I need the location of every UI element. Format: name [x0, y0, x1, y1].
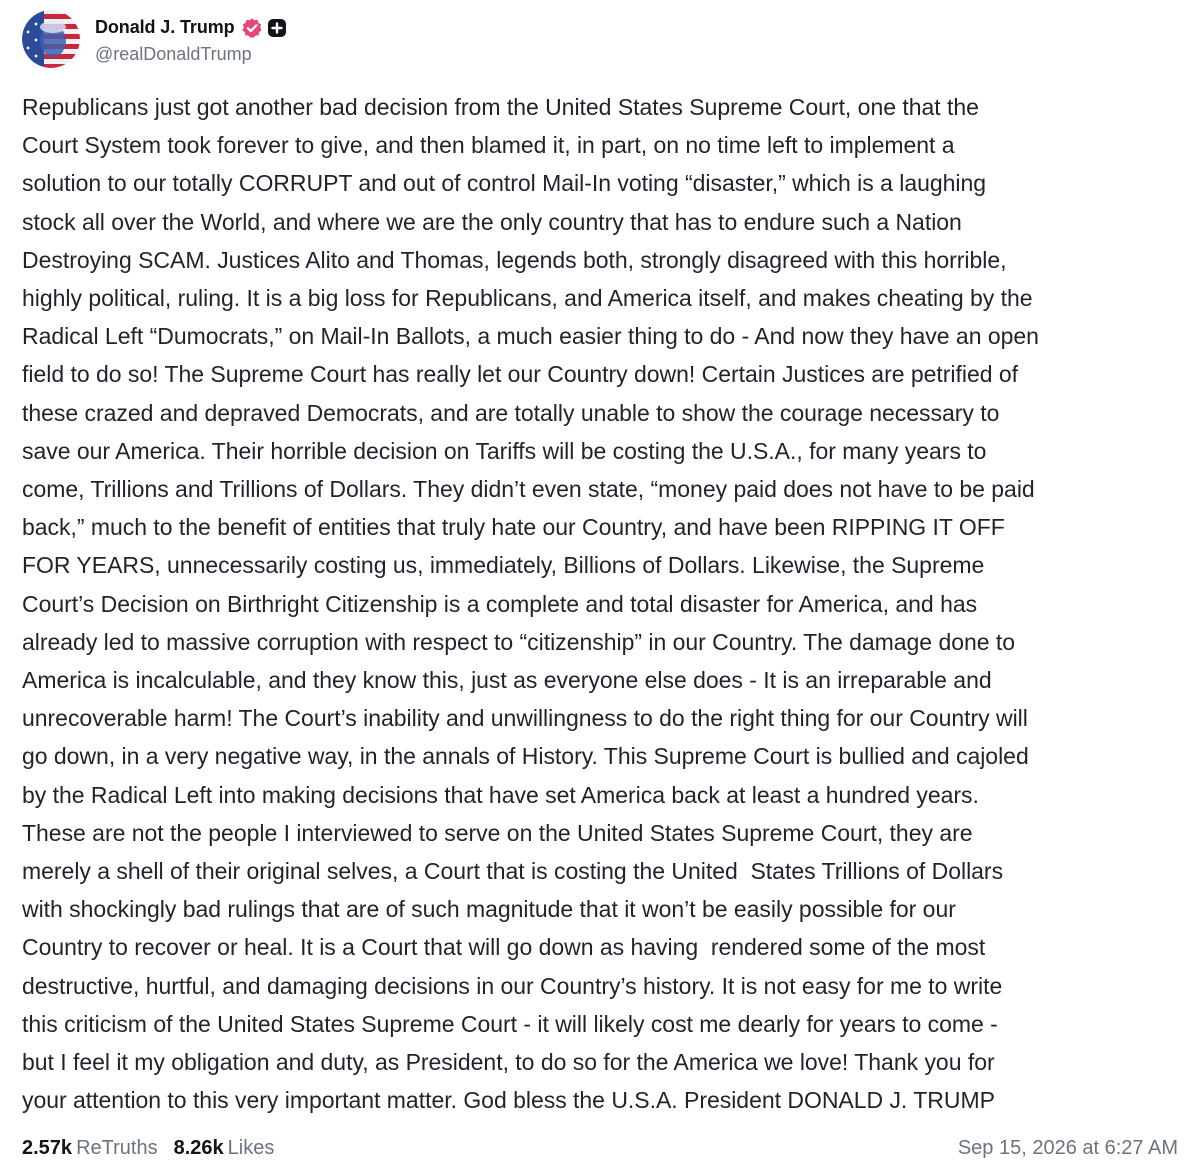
- post-text-line: already led to massive corruption with respect to “citizenship” in our Country. The damage done to: [22, 628, 1016, 655]
- post-text-line: save our America. Their horrible decision on Tariffs will be costing the U.S.A., for many years to: [22, 437, 987, 464]
- plus-badge-icon: [267, 18, 287, 38]
- post-text-line: unrecoverable harm! The Court’s inability and unwillingness to do the right thing for our Country will: [22, 705, 1028, 732]
- post-text-line: your attention to this very important matter. God bless the U.S.A. President DONALD J. TRUMP: [22, 1087, 995, 1114]
- retruths-stat[interactable]: [22, 1137, 158, 1160]
- avatar-image: [22, 10, 80, 68]
- author-display-name[interactable]: Donald J. Trump: [95, 17, 235, 37]
- post-body: [22, 88, 1184, 1119]
- post-text-line: Country to recover or heal. It is a Court that will go down as having rendered some of the most: [22, 934, 986, 961]
- post-text-line: field to do so! The Supreme Court has really let our Country down! Certain Justices are petrified of: [22, 361, 1019, 388]
- likes-label: Likes: [227, 1136, 275, 1159]
- post-text-line: back,” much to the benefit of entities that truly hate our Country, and have been RIPPING IT OFF: [22, 514, 1005, 541]
- post-text-line: These are not the people I interviewed to serve on the United States Supreme Court, they are: [22, 819, 973, 846]
- post-text-line: America is incalculable, and they know this, just as everyone else does - It is an irreparable and: [22, 667, 992, 694]
- post-text-line: these crazed and depraved Democrats, and are totally unable to show the courage necessary to: [22, 399, 1000, 426]
- author-handle[interactable]: @realDonaldTrump: [95, 43, 252, 64]
- post-text-line: stock all over the World, and where we are the only country that has to endure such a Nation: [22, 208, 962, 235]
- name-row: [95, 14, 287, 42]
- post-text-line: Court System took forever to give, and then blamed it, in part, on no time left to implement a: [22, 132, 955, 159]
- post-text-line: Republicans just got another bad decision from the United States Supreme Court, one that the: [22, 94, 979, 120]
- author-info: [95, 14, 287, 65]
- post-text-line: destructive, hurtful, and damaging decisions in our Country’s history. It is not easy for me to write: [22, 972, 1003, 999]
- post-text-line: Court’s Decision on Birthright Citizenship is a complete and total disaster for America, and has: [22, 590, 978, 617]
- post-text-line: solution to our totally CORRUPT and out of control Mail-In voting “disaster,” which is a laughing: [22, 170, 987, 197]
- post-text-line: highly political, ruling. It is a big loss for Republicans, and America itself, and makes cheating by the: [22, 285, 1033, 312]
- retruths-count: 2.57k: [22, 1136, 73, 1159]
- post-text-line: FOR YEARS, unnecessarily costing us, immediately, Billions of Dollars. Likewise, the Supreme: [22, 552, 985, 579]
- retruths-label: ReTruths: [76, 1136, 158, 1159]
- post-text-line: come, Trillions and Trillions of Dollars. They didn’t even state, “money paid does not have to be paid: [22, 476, 1035, 503]
- verified-badge-icon: [241, 17, 263, 39]
- post-text-line: merely a shell of their original selves, a Court that is costing the United States Trillions of Dollars: [22, 858, 1004, 885]
- post-footer: [22, 1132, 1178, 1164]
- post-text-line: but I feel it my obligation and duty, as President, to do so for the America we love! Thank you for: [22, 1049, 995, 1076]
- likes-count: 8.26k: [173, 1136, 224, 1159]
- post-text-line: go down, in a very negative way, in the annals of History. This Supreme Court is bullied and cajoled: [22, 743, 1029, 770]
- post-timestamp[interactable]: Sep 15, 2026 at 6:27 AM: [957, 1136, 1178, 1159]
- post-header: [22, 10, 287, 68]
- post-stats: [22, 1137, 274, 1160]
- post-text-line: this criticism of the United States Supreme Court - it will likely cost me dearly for years to come -: [22, 1010, 998, 1037]
- post-text-line: by the Radical Left into making decisions that have set America back at least a hundred years.: [22, 781, 979, 808]
- post-text-line: with shockingly bad rulings that are of such magnitude that it won’t be easily possible for our: [22, 896, 956, 923]
- post-text-line: Destroying SCAM. Justices Alito and Thomas, legends both, strongly disagreed with this horrible,: [22, 246, 1007, 273]
- likes-stat[interactable]: [174, 1137, 275, 1160]
- post-text-line: Radical Left “Dumocrats,” on Mail-In Ballots, a much easier thing to do - And now they have an open: [22, 323, 1039, 350]
- avatar[interactable]: [22, 10, 80, 68]
